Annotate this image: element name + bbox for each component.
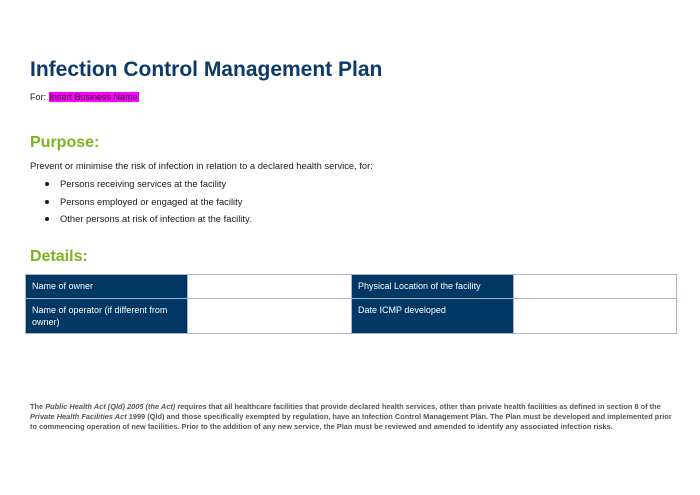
details-table bbox=[25, 274, 677, 334]
list-item: Other persons at risk of infection at the facility. bbox=[30, 213, 252, 231]
act-reference: Private Health Facilities Act bbox=[30, 412, 127, 421]
table-row bbox=[26, 299, 677, 334]
business-name-line bbox=[30, 92, 139, 102]
purpose-heading: Purpose: bbox=[30, 134, 100, 151]
physical-location-label: Physical Location of the facility bbox=[352, 275, 514, 299]
physical-location-field[interactable] bbox=[514, 275, 677, 299]
bullet-icon bbox=[45, 200, 49, 204]
owner-name-field[interactable] bbox=[188, 275, 352, 299]
legal-footnote: The Public Health Act (Qld) 2005 (the Act) requires that all healthcare facilities that provide declared health services, other than private health facilities as defined in section 8 of the Private Health Facilities Act 1999 (Qld) and those specifically exempted by regulation, have an Infection Control Management Plan. The Plan must be developed and implemented prior to commencing operation of new facilities. Prior to the addition of any new service, the Plan must be reviewed and amended to identify any associated infection risks. bbox=[30, 402, 672, 431]
for-label: For: bbox=[30, 92, 47, 102]
operator-name-label: Name of operator (if different from owner) bbox=[26, 299, 188, 334]
purpose-list bbox=[30, 178, 252, 231]
bullet-icon bbox=[45, 182, 49, 186]
bullet-icon bbox=[45, 217, 49, 221]
business-name-placeholder[interactable]: Insert Business Name bbox=[49, 92, 138, 102]
act-reference: Public Health Act (Qld) 2005 (the Act) bbox=[45, 402, 176, 411]
date-developed-label: Date ICMP developed bbox=[352, 299, 514, 334]
list-item: Persons employed or engaged at the facility bbox=[30, 196, 252, 214]
operator-name-field[interactable] bbox=[188, 299, 352, 334]
date-developed-field[interactable] bbox=[514, 299, 677, 334]
details-heading: Details: bbox=[30, 248, 88, 265]
table-row bbox=[26, 275, 677, 299]
document-title: Infection Control Management Plan bbox=[30, 58, 383, 81]
purpose-intro: Prevent or minimise the risk of infection in relation to a declared health service, for: bbox=[30, 160, 373, 171]
list-item: Persons receiving services at the facility bbox=[30, 178, 252, 196]
owner-name-label: Name of owner bbox=[26, 275, 188, 299]
